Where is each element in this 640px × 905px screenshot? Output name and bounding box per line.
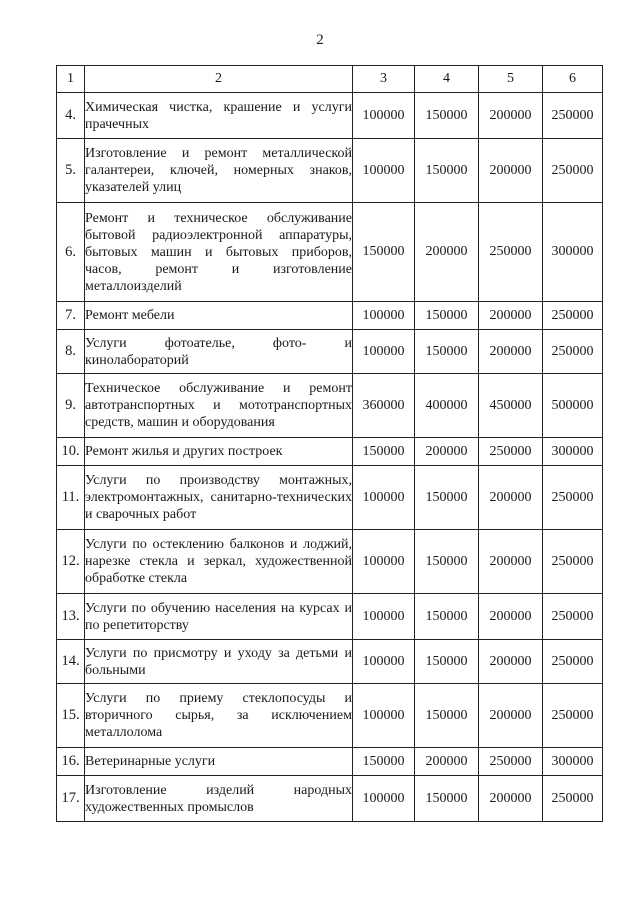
row-number: 8. (57, 330, 85, 374)
service-description: Ветеринарные услуги (85, 748, 353, 776)
value-col-6: 300000 (543, 438, 603, 466)
value-col-5: 200000 (479, 466, 543, 530)
value-col-4: 150000 (415, 684, 479, 748)
value-col-4: 150000 (415, 139, 479, 203)
tariff-table (56, 65, 603, 822)
table-row (57, 776, 603, 822)
value-col-3: 100000 (353, 466, 415, 530)
value-col-4: 150000 (415, 330, 479, 374)
service-description: Техническое обслуживание и ремонт автотранспортных и мототранспортных средств, машин и оборудования (85, 374, 353, 438)
table-row (57, 684, 603, 748)
row-number: 5. (57, 139, 85, 203)
row-number: 11. (57, 466, 85, 530)
value-col-6: 250000 (543, 530, 603, 594)
table-row (57, 594, 603, 640)
value-col-6: 250000 (543, 139, 603, 203)
value-col-5: 200000 (479, 302, 543, 330)
table-header-row (57, 66, 603, 93)
value-col-5: 200000 (479, 530, 543, 594)
value-col-5: 250000 (479, 203, 543, 302)
value-col-5: 450000 (479, 374, 543, 438)
value-col-6: 250000 (543, 684, 603, 748)
table-row (57, 302, 603, 330)
value-col-6: 250000 (543, 466, 603, 530)
value-col-4: 200000 (415, 748, 479, 776)
row-number: 6. (57, 203, 85, 302)
value-col-3: 150000 (353, 438, 415, 466)
service-description: Услуги по обучению населения на курсах и по репетиторству (85, 594, 353, 640)
row-number: 7. (57, 302, 85, 330)
service-description: Услуги по производству монтажных, электромонтажных, санитарно-технических и сварочных работ (85, 466, 353, 530)
value-col-3: 100000 (353, 330, 415, 374)
service-description: Изготовление и ремонт металлической галантереи, ключей, номерных знаков, указателей улиц (85, 139, 353, 203)
column-header: 2 (85, 66, 353, 93)
value-col-4: 150000 (415, 530, 479, 594)
row-number: 13. (57, 594, 85, 640)
value-col-4: 150000 (415, 93, 479, 139)
value-col-5: 200000 (479, 684, 543, 748)
value-col-3: 100000 (353, 776, 415, 822)
row-number: 15. (57, 684, 85, 748)
row-number: 4. (57, 93, 85, 139)
value-col-4: 400000 (415, 374, 479, 438)
table-row (57, 640, 603, 684)
value-col-5: 200000 (479, 139, 543, 203)
value-col-3: 100000 (353, 139, 415, 203)
column-header: 3 (353, 66, 415, 93)
table-row (57, 438, 603, 466)
value-col-3: 150000 (353, 203, 415, 302)
value-col-6: 250000 (543, 93, 603, 139)
value-col-5: 200000 (479, 776, 543, 822)
value-col-6: 250000 (543, 776, 603, 822)
row-number: 10. (57, 438, 85, 466)
value-col-6: 300000 (543, 203, 603, 302)
row-number: 14. (57, 640, 85, 684)
table-row (57, 330, 603, 374)
value-col-4: 200000 (415, 203, 479, 302)
value-col-5: 200000 (479, 594, 543, 640)
value-col-4: 150000 (415, 302, 479, 330)
value-col-4: 150000 (415, 640, 479, 684)
service-description: Услуги фотоателье, фото- и кинолабораторий (85, 330, 353, 374)
row-number: 12. (57, 530, 85, 594)
row-number: 9. (57, 374, 85, 438)
value-col-5: 250000 (479, 748, 543, 776)
service-description: Услуги по остеклению балконов и лоджий, нарезке стекла и зеркал, художественной обработке стекла (85, 530, 353, 594)
value-col-3: 100000 (353, 302, 415, 330)
value-col-6: 250000 (543, 330, 603, 374)
service-description: Услуги по присмотру и уходу за детьми и больными (85, 640, 353, 684)
service-description: Ремонт жилья и других построек (85, 438, 353, 466)
service-description: Ремонт мебели (85, 302, 353, 330)
value-col-3: 100000 (353, 684, 415, 748)
column-header: 6 (543, 66, 603, 93)
value-col-6: 250000 (543, 640, 603, 684)
row-number: 16. (57, 748, 85, 776)
value-col-4: 150000 (415, 776, 479, 822)
value-col-3: 100000 (353, 594, 415, 640)
value-col-4: 150000 (415, 466, 479, 530)
value-col-3: 100000 (353, 640, 415, 684)
value-col-4: 150000 (415, 594, 479, 640)
value-col-3: 150000 (353, 748, 415, 776)
value-col-6: 250000 (543, 594, 603, 640)
column-header: 4 (415, 66, 479, 93)
value-col-5: 200000 (479, 93, 543, 139)
service-description: Изготовление изделий народных художественных промыслов (85, 776, 353, 822)
value-col-5: 200000 (479, 330, 543, 374)
table-row (57, 139, 603, 203)
value-col-4: 200000 (415, 438, 479, 466)
table-row (57, 203, 603, 302)
table-row (57, 466, 603, 530)
table-row (57, 374, 603, 438)
value-col-6: 250000 (543, 302, 603, 330)
value-col-3: 360000 (353, 374, 415, 438)
value-col-6: 500000 (543, 374, 603, 438)
service-description: Услуги по приему стеклопосуды и вторичного сырья, за исключением металлолома (85, 684, 353, 748)
table-row (57, 93, 603, 139)
value-col-3: 100000 (353, 93, 415, 139)
table-row (57, 748, 603, 776)
value-col-6: 300000 (543, 748, 603, 776)
table-row (57, 530, 603, 594)
row-number: 17. (57, 776, 85, 822)
column-header: 5 (479, 66, 543, 93)
value-col-5: 200000 (479, 640, 543, 684)
service-description: Ремонт и техническое обслуживание бытовой радиоэлектронной аппаратуры, бытовых машин и бытовых приборов, часов, ремонт и изготовление металлоизделий (85, 203, 353, 302)
page-number: 2 (316, 32, 324, 48)
service-description: Химическая чистка, крашение и услуги прачечных (85, 93, 353, 139)
column-header: 1 (57, 66, 85, 93)
value-col-3: 100000 (353, 530, 415, 594)
value-col-5: 250000 (479, 438, 543, 466)
